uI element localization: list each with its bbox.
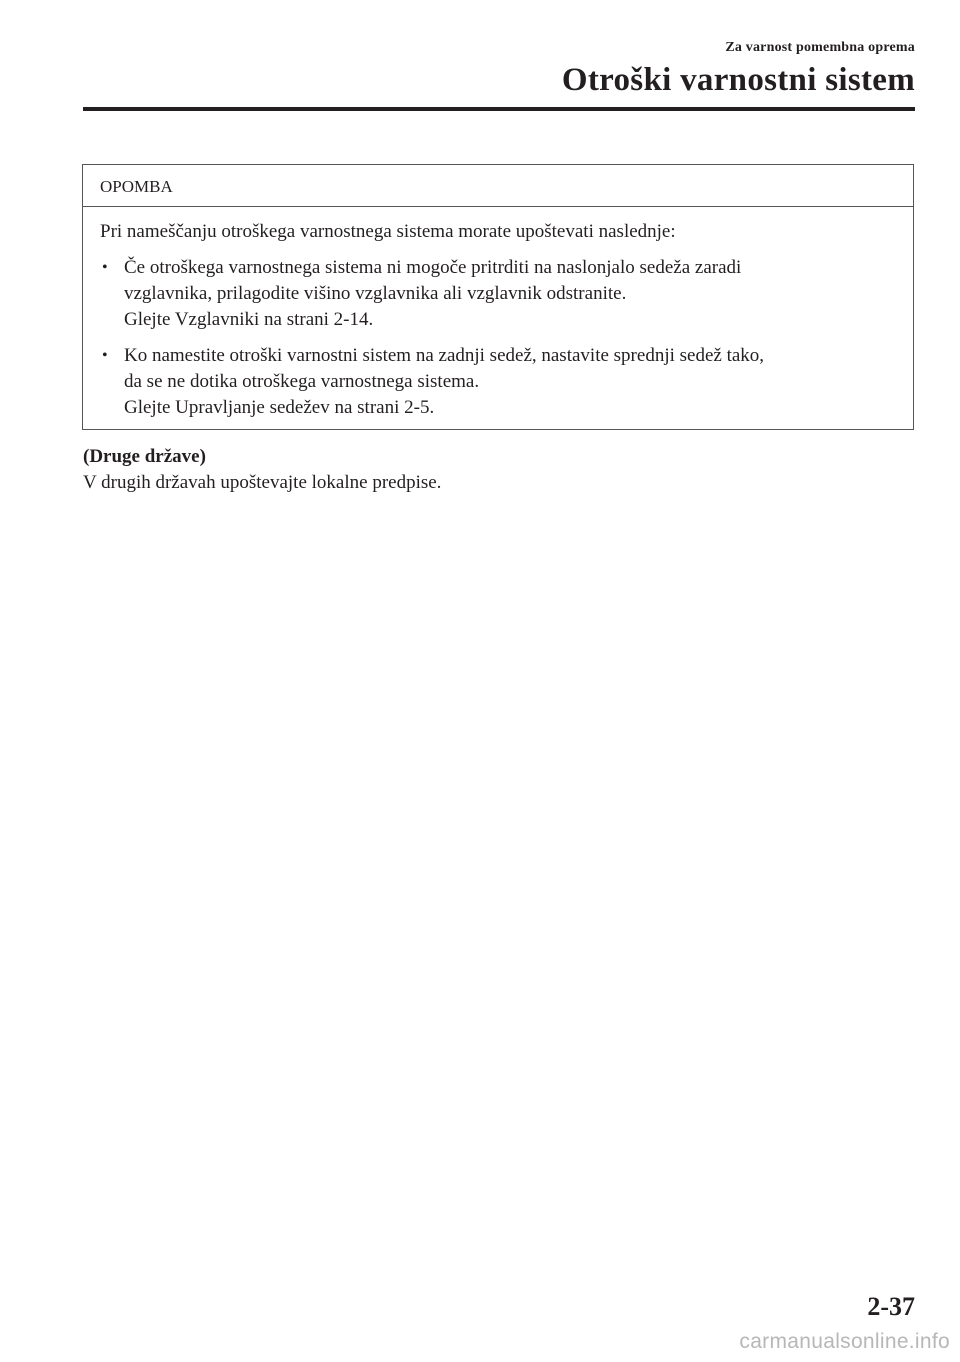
- note-item: [100, 255, 896, 333]
- body-text: V drugih državah upoštevajte lokalne predpise.: [83, 472, 442, 493]
- title-rule: [83, 107, 915, 111]
- section-label: Za varnost pomembna oprema: [725, 40, 915, 55]
- note-item-line: da se ne dotika otroškega varnostnega sistema.: [124, 371, 480, 392]
- note-item-line: vzglavnika, prilagodite višino vzglavnika ali vzglavnik odstranite.: [124, 283, 627, 304]
- page-number: 2-37: [867, 1292, 915, 1321]
- note-item-line: Glejte Vzglavniki na strani 2-14.: [124, 309, 374, 330]
- note-intro: Pri nameščanju otroškega varnostnega sistema morate upoštevati naslednje:: [100, 221, 676, 242]
- page-title: Otroški varnostni sistem: [561, 62, 915, 98]
- sub-heading: (Druge države): [83, 446, 206, 467]
- note-item-line: Če otroškega varnostnega sistema ni mogoče pritrditi na naslonjalo sedeža zaradi: [124, 257, 742, 278]
- bullet-icon: •: [102, 259, 108, 276]
- note-item-line: Glejte Upravljanje sedežev na strani 2-5.: [124, 397, 435, 418]
- bullet-icon: •: [102, 347, 108, 364]
- note-item-line: Ko namestite otroški varnostni sistem na zadnji sedež, nastavite sprednji sedež tako,: [124, 345, 765, 366]
- note-box: [82, 164, 914, 430]
- note-body: [83, 207, 913, 421]
- note-item: [100, 343, 896, 421]
- note-heading: OPOMBA: [83, 165, 913, 207]
- watermark: carmanualsonline.info: [739, 1330, 950, 1353]
